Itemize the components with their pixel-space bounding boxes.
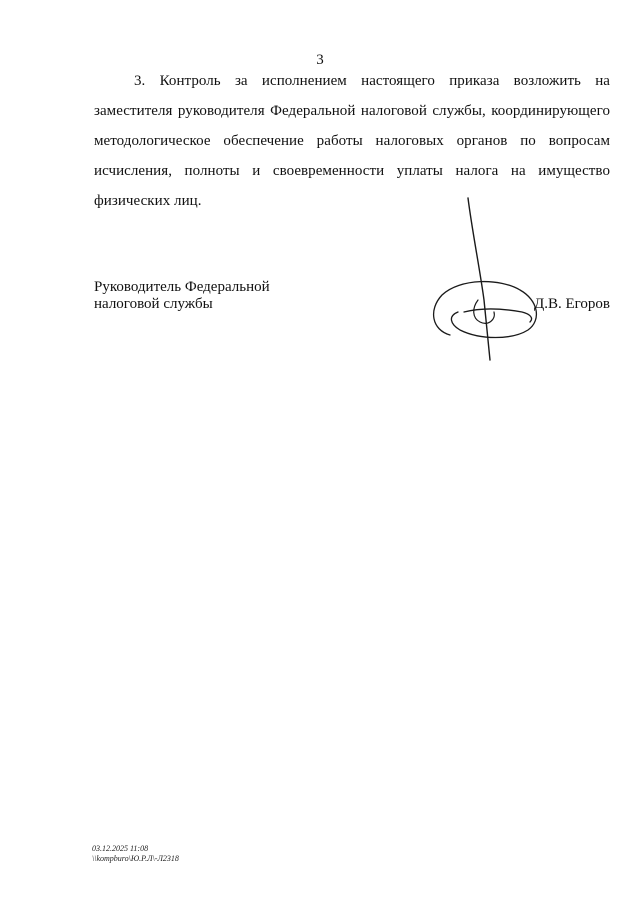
footer-timestamp: 03.12.2025 11:08	[92, 844, 149, 853]
handwritten-signature	[420, 190, 550, 365]
page-number: 3	[316, 52, 324, 68]
signer-title-line2: налоговой службы	[94, 296, 213, 312]
order-paragraph: 3. Контроль за исполнением настоящего приказа возложить на заместителя руководителя Федеральной налоговой службы, координирующего методологическое обеспечение работы налоговых органов по вопросам исчисления, полноты и своевременности уплаты налога на имущество физических лиц.	[94, 73, 610, 209]
signer-name: Д.В. Егоров	[534, 296, 611, 312]
signer-title	[94, 279, 270, 313]
footer-file-reference: \\kompburo\Ю.Р.Л\-Л2318	[92, 854, 179, 863]
signer-title-line1: Руководитель Федеральной	[94, 279, 270, 295]
document-footer	[92, 844, 179, 864]
